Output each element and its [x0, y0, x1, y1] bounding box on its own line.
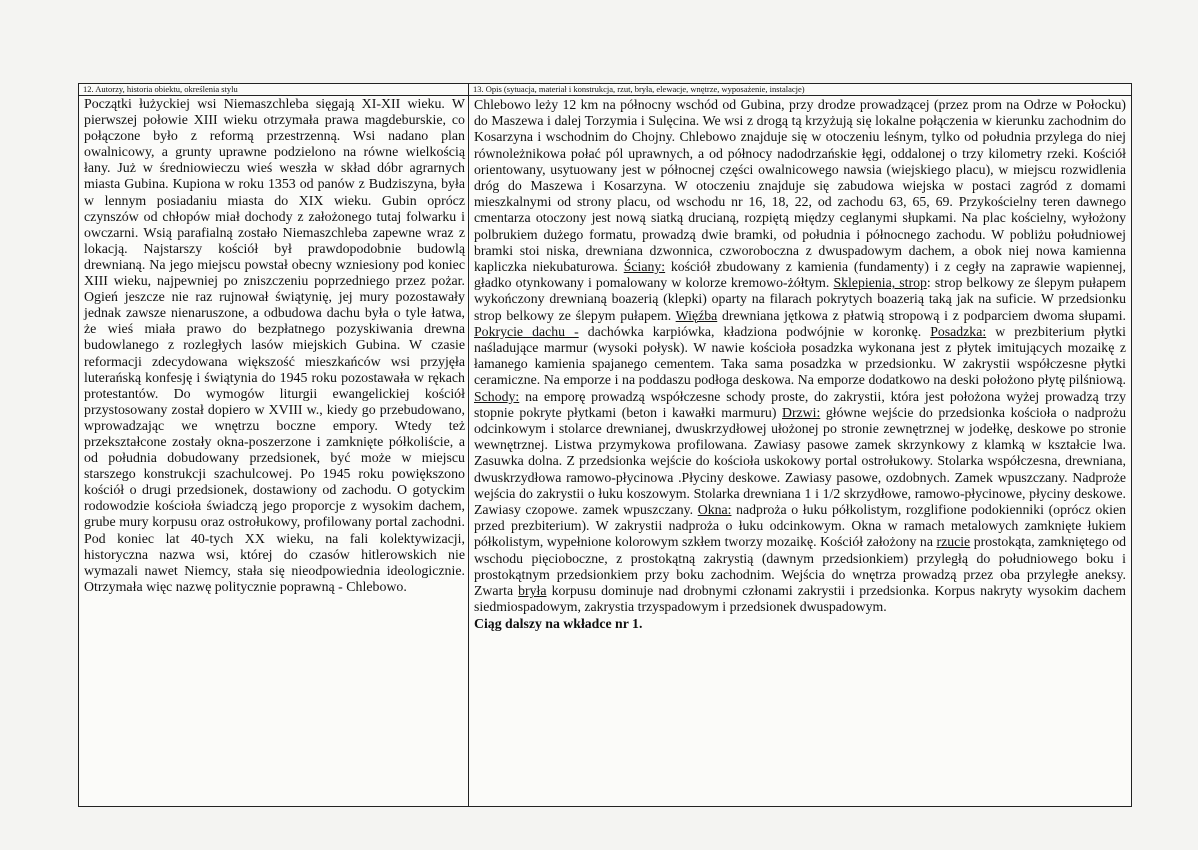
field-13-header: 13. Opis (sytuacja, materiał i konstrukcja, rzut, bryła, elewacje, wnętrze, wyposażenie, instalacje) — [469, 84, 1131, 96]
label-drzwi: Drzwi: — [782, 404, 821, 420]
text-segment: kościół zbudowany z kamienia (fundamenty) i z cegły na zaprawie wapiennej, gładko otynkowany i pomalowany w kolorze kremowo-żółtym. — [474, 259, 1126, 291]
text-segment: korpusu dominuje nad drobnymi członami zakrystii i przedsionka. Korpus nakryty wysokim dachem siedmiospadowym, zakrystia trzyspadowym i przedsionek dwuspadowym. — [474, 583, 1126, 615]
text-segment: : strop belkowy ze ślepym pułapem wykończony drewnianą boazerią (klepki) oparty na filarach pokrytych boazerią taką jak na suficie. W przedsionku strop belkowy ze ślepym pułapem. — [474, 275, 1126, 323]
label-posadzka: Posadzka: — [930, 323, 987, 339]
text-segment: na emporę prowadzą współczesne schody proste, do zakrystii, która jest położona wyżej prowadzą trzy stopnie pokryte płytkami (beton i kawałki marmuru) — [474, 388, 1126, 420]
label-wiezba: Więźba — [675, 307, 718, 323]
text-segment: drewniana jętkowa z płatwią stropową i z podparciem dwoma słupami. — [717, 307, 1126, 323]
text-segment: w prezbiterium płytki naśladujące marmur (wysoki połysk). W nawie kościoła posadzka wykonana jest z płytek imitujących mozaikę z łamanego kamienia spajanego cementem. Taka sama posadzka w przedsionku. W zakrystii współczesne płytki ceramiczne. Na emporze i na poddaszu podłoga deskowa. Na emporze dodatkowo na deski położono płytę pilśniową. — [474, 323, 1126, 388]
text-segment: Chlebowo leży 12 km na północny wschód od Gubina, przy drodze prowadzącej (przez prom na Odrze w Połocku) do Maszewa i dalej Torzymia i Sulęcina. We wsi z drogą tą krzyżują się lokalne połączenia w kierunku zachodnim do Kosarzyna i wschodnim do Chojny. Chlebowo znajduje się w otoczeniu leśnym, tylko od południa przylega do niej równoleżnikowa połać pól uprawnych, a od północy nadodrzańskie łęgi, oddalonej o trzy kilometry rzeki. Kościół orientowany, usytuowany jest w północnej części owalnicowego nawsia (wiejskiego placu), w miejscu rozwidlenia dróg do Maszewa i Kosarzyna. W otoczeniu znajduje się zabudowa wiejska w postaci zagród z domami mieszkalnymi od strony placu, od wschodu nr 16, 18, 22, od zachodu 63, 65, 69. Przykościelny teren dawnego cmentarza otoczony jest nową siatką drucianą, rozpiętą między ceglanymi słupkami. Na plac kościelny, wyłożony polbrukiem dużego formatu, prowadzą dwie bramki, od południa i północnego zachodu. W pobliżu południowej bramki stoi niska, drewniana dzwonnica, czworoboczna z dwuspadowym dachem, a obok niej nowa kamienna kapliczka niekubaturowa. — [474, 97, 1126, 275]
text-segment: główne wejście do przedsionka kościoła o nadprożu odcinkowym i stolarce drewnianej, dwuskrzydłowej ułożonej po stronie zewnętrznej w jodełkę, deskowe po stronie wewnętrznej. Listwa przymykowa profilowana. Zawiasy pasowe zamek skrzynkowy z klamką w kształcie lwa. Zasuwka dolna. Z przedsionka wejście do kościoła uskokowy portal ostrołukowy. Stolarka współczesna, drewniana, dwuskrzydłowa ramowo-płycinowa .Płyciny deskowe. Zawiasy pasowe, ozdobnych. Zamek wpuszczany. Nadproże wejścia do zakrystii o łuku koszowym. Stolarka drewniana 1 i 1/2 skrzydłowe, ramowo-płycinowe, płyciny deskowe. Zawiasy czopowe. zamek wpuszczany. — [474, 404, 1126, 518]
label-rzucie: rzucie — [936, 534, 971, 550]
label-pokrycie-dachu: Pokrycie dachu - — [474, 323, 579, 339]
field-12-header: 12. Autorzy, historia obiektu, określenia stylu — [79, 84, 468, 96]
label-sklepienia-strop: Sklepienia, strop — [833, 275, 927, 291]
description-column — [469, 84, 1131, 806]
field-13-body — [469, 96, 1131, 632]
history-text: Początki łużyckiej wsi Niemaszchleba sięgają XI-XII wieku. W pierwszej połowie XIII wieku otrzymała prawa magdeburskie, co połączone było z reformą przestrzenną. Wsi nadano plan owalnicowy, a grunty uprawne podzielono na równe wielkością łany. Już w średniowieczu wieś weszła w skład dóbr agrarnych miasta Gubina. Kupiona w roku 1353 od panów z Budziszyna, była w lennym posiadaniu miasta do XIX wieku. Gubin oprócz czynszów od chłopów miał dochody z założonego tutaj folwarku i owczarni. Wsią parafialną zostało Niemaszchleba zapewne wraz z lokacją. Najstarszy kościół był prawdopodobnie budowlą drewnianą. Na jego miejscu powstał obecny wzniesiony pod koniec XIII wieku, najpewniej po zniszczeniu poprzedniego przez pożar. Ogień jeszcze nie raz rujnował świątynię, jej mury pozostawały jednak zawsze nienaruszone, a odbudowa dachu była o tyle łatwa, że wieś miała prawo do bezpłatnego pozyskiwania drewna budowlanego z rozległych lasów miejskich Gubina. W czasie reformacji zdecydowana większość mieszkańców wsi przyjęła luterańską konfesję i świątynia do 1945 roku pozostawała w rękach protestantów. Do wymogów liturgii ewangelickiej kościół przystosowany został dopiero w XVIII w., kiedy go przebudowano, wprowadzając we wnętrzu boczne empory. Wtedy też przekształcone zostały okna-poszerzone i zamknięte półkoliście, a od południa dobudowany przedsionek, być może w miejscu starszego konstrukcji szachulcowej. Po 1945 roku powiększono kościół o drugi przedsionek, dostawiony od zachodu. O gotyckim rodowodzie kościoła świadczą jego proporcje z wysokim dachem, grube mury korpusu oraz ostrołukowy, profilowany portal zachodni. Pod koniec lat 40-tych XX wieku, na fali kolektywizacji, historyczna nazwa wsi, której do czasów hitlerowskich nie wymazali nawet Niemcy, stała się nieodpowiednia ideologicznie. Otrzymała więc nazwę politycznie poprawną - Chlebowo. — [84, 97, 465, 595]
label-sciany: Ściany: — [623, 259, 666, 275]
field-12-body — [79, 96, 468, 596]
history-column — [79, 84, 469, 806]
text-segment: prostokąta, zamkniętego od wschodu pięcioboczne, z prostokątną zakrystią (dawnym przedsionkiem) przyległą do południowego boku i prostokątnym przedsionkiem przy boku zachodnim. Wejścia do wnętrza prowadzą przez oba przyległe aneksy. Zwarta — [474, 534, 1126, 599]
description-text — [474, 97, 1126, 616]
form-sheet — [78, 83, 1132, 807]
text-segment: dachówka karpiówka, kładziona podwójnie w koronkę. — [578, 323, 931, 339]
text-segment: nadproża o łuku półkolistym, rozglifione podokienniki (oprócz okien przed prezbiterium). W zakrystii nadproża o łuku odcinkowym. Okna w ramach metalowych zamknięte łukiem półkolistym, wypełnione kolorowym szkłem tworzy mozaikę. Kościół założony na — [474, 502, 1126, 550]
label-schody: Schody: — [474, 388, 520, 404]
continuation-note: Ciąg dalszy na wkładce nr 1. — [474, 615, 643, 631]
label-okna: Okna: — [697, 502, 732, 518]
label-bryla: bryła — [518, 583, 547, 599]
